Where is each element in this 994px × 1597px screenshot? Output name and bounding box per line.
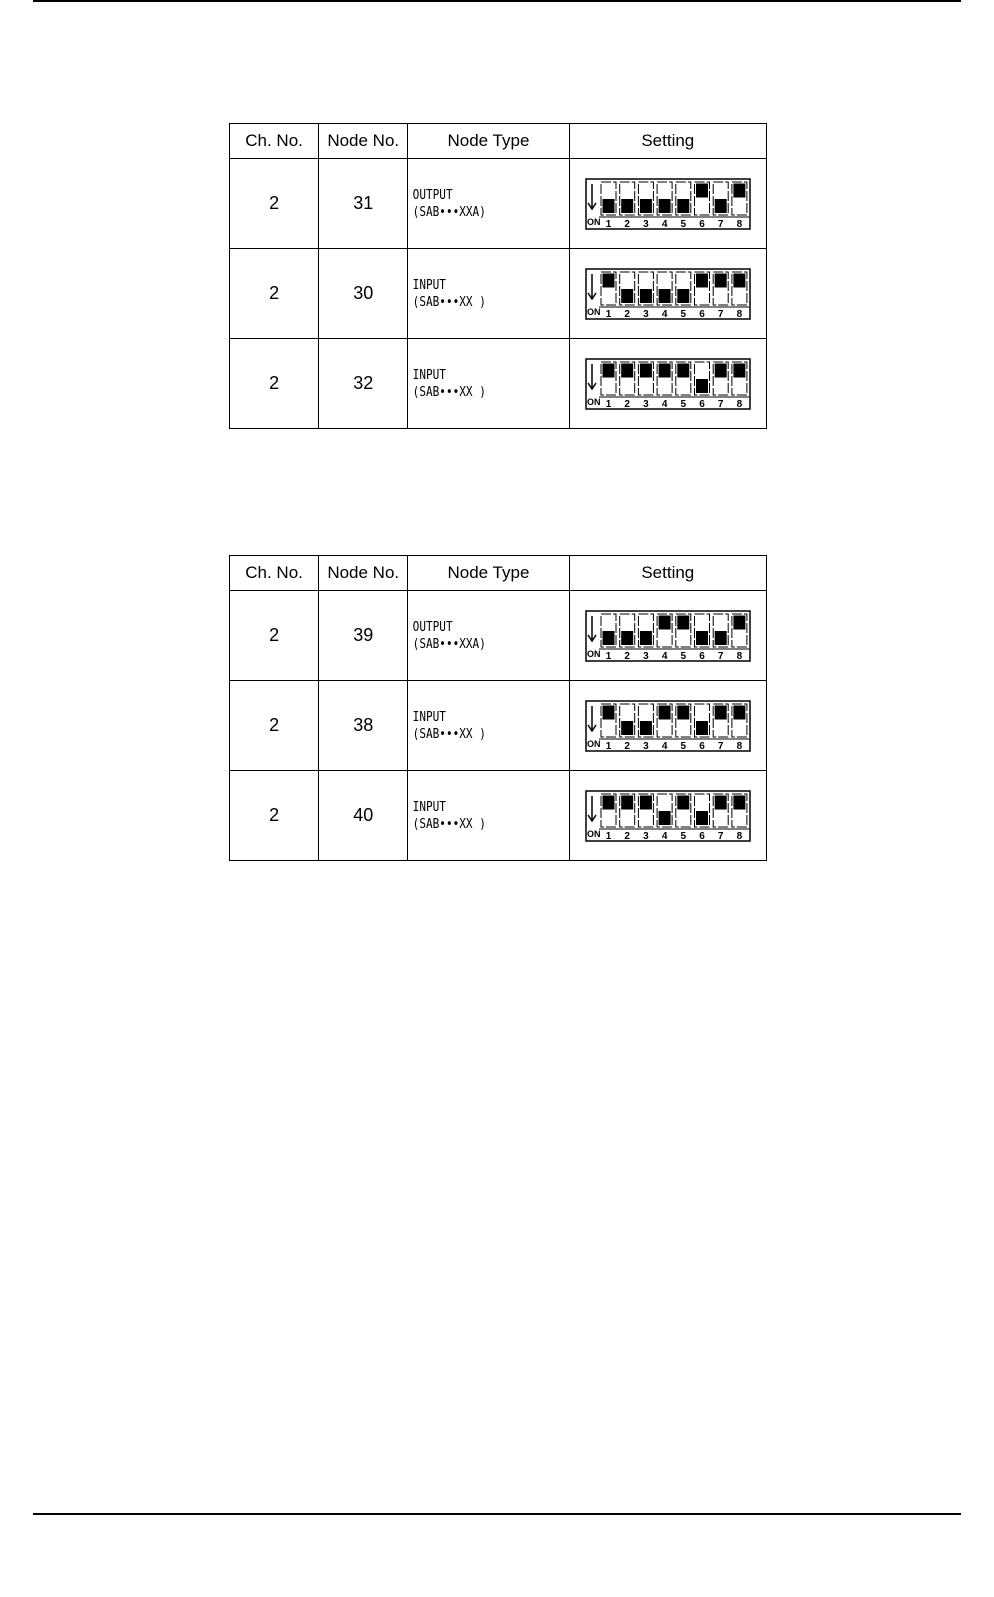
dip-position-label: 7 <box>717 650 724 662</box>
dip-position-label: 8 <box>736 218 742 230</box>
dip-position-label: 6 <box>699 398 705 410</box>
node-type-name: INPUT <box>412 709 446 725</box>
dip-knob <box>602 273 614 287</box>
footer-rule <box>33 1513 961 1515</box>
dip-knob <box>677 363 689 377</box>
table-row <box>230 591 767 681</box>
dip-position-label: 4 <box>661 308 668 320</box>
dip-position-label: 2 <box>624 218 630 230</box>
dip-on-label: ON <box>586 396 601 407</box>
dip-knob <box>658 705 670 719</box>
header-setting: Setting <box>569 124 766 159</box>
dip-knob <box>658 199 670 213</box>
dip-position-label: 7 <box>717 218 724 230</box>
dip-position-label: 1 <box>605 830 612 842</box>
node-setting-table-2 <box>229 555 767 861</box>
dip-switch <box>585 609 751 663</box>
dip-knob <box>658 615 670 629</box>
dip-position-label: 4 <box>661 740 668 752</box>
dip-knob <box>602 795 614 809</box>
dip-position-label: 1 <box>605 308 612 320</box>
dip-knob <box>602 199 614 213</box>
dip-knob <box>714 199 726 213</box>
header-rule <box>33 0 961 2</box>
dip-position-label: 5 <box>680 308 686 320</box>
dip-position-label: 8 <box>736 740 742 752</box>
dip-knob <box>621 795 633 809</box>
dip-knob <box>714 363 726 377</box>
dip-position-label: 2 <box>624 830 630 842</box>
dip-position-label: 4 <box>661 650 668 662</box>
ch-no-cell: 2 <box>230 339 319 429</box>
dip-knob <box>733 363 745 377</box>
node-no-cell: 31 <box>319 159 408 249</box>
dip-position-label: 2 <box>624 308 630 320</box>
dip-knob <box>733 273 745 287</box>
node-type-model: (SAB•••XX ) <box>412 294 486 310</box>
dip-knob <box>658 363 670 377</box>
dip-position-label: 1 <box>605 398 612 410</box>
node-type-cell <box>408 339 545 429</box>
dip-knob <box>714 631 726 645</box>
dip-on-label: ON <box>586 306 601 317</box>
dip-position-label: 6 <box>699 830 705 842</box>
dip-knob <box>677 199 689 213</box>
dip-knob <box>696 811 708 825</box>
node-type-name: INPUT <box>412 799 446 815</box>
dip-knob <box>677 615 689 629</box>
node-type-cell <box>408 771 545 861</box>
dip-position-label: 2 <box>624 650 630 662</box>
node-type-model: (SAB•••XX ) <box>412 816 486 832</box>
dip-knob <box>621 721 633 735</box>
dip-position-label: 2 <box>624 740 630 752</box>
node-no-cell: 32 <box>319 339 408 429</box>
dip-position-label: 3 <box>642 308 649 320</box>
dip-knob <box>696 631 708 645</box>
node-type-name: INPUT <box>412 367 446 383</box>
ch-no-cell: 2 <box>230 771 319 861</box>
dip-knob <box>696 379 708 393</box>
dip-position-label: 5 <box>680 218 686 230</box>
dip-knob <box>696 721 708 735</box>
dip-position-label: 3 <box>642 218 649 230</box>
dip-knob <box>640 363 652 377</box>
dip-position-label: 4 <box>661 218 668 230</box>
dip-position-label: 7 <box>717 830 724 842</box>
setting-cell <box>569 249 766 339</box>
dip-position-label: 2 <box>624 398 630 410</box>
dip-on-label: ON <box>586 648 601 659</box>
setting-cell <box>569 159 766 249</box>
dip-switch <box>585 357 751 411</box>
node-type-model: (SAB•••XXA) <box>412 636 486 652</box>
table-row <box>230 249 767 339</box>
dip-position-label: 5 <box>680 740 686 752</box>
dip-knob <box>602 363 614 377</box>
node-type-cell <box>408 249 545 339</box>
table-row <box>230 681 767 771</box>
header-ch-no: Ch. No. <box>230 556 319 591</box>
node-no-cell: 39 <box>319 591 408 681</box>
dip-switch <box>585 267 751 321</box>
node-no-cell: 38 <box>319 681 408 771</box>
setting-cell <box>569 339 766 429</box>
dip-knob <box>733 183 745 197</box>
node-type-cell <box>408 159 545 249</box>
table-row <box>230 339 767 429</box>
setting-cell <box>569 771 766 861</box>
dip-position-label: 8 <box>736 308 742 320</box>
dip-knob <box>677 289 689 303</box>
dip-position-label: 1 <box>605 740 612 752</box>
setting-cell <box>569 591 766 681</box>
node-type-name: INPUT <box>412 277 446 293</box>
header-setting: Setting <box>569 556 766 591</box>
dip-position-label: 1 <box>605 650 612 662</box>
dip-knob <box>621 363 633 377</box>
dip-position-label: 5 <box>680 830 686 842</box>
dip-position-label: 3 <box>642 398 649 410</box>
dip-position-label: 6 <box>699 308 705 320</box>
dip-position-label: 4 <box>661 398 668 410</box>
ch-no-cell: 2 <box>230 681 319 771</box>
node-type-name: OUTPUT <box>412 619 453 635</box>
dip-position-label: 3 <box>642 650 649 662</box>
node-setting-table-1 <box>229 123 767 429</box>
header-node-no: Node No. <box>319 556 408 591</box>
dip-knob <box>621 199 633 213</box>
dip-on-label: ON <box>586 738 601 749</box>
dip-position-label: 1 <box>605 218 612 230</box>
header-node-type: Node Type <box>408 556 569 591</box>
dip-position-label: 7 <box>717 398 724 410</box>
dip-knob <box>714 705 726 719</box>
dip-position-label: 4 <box>661 830 668 842</box>
table-row <box>230 159 767 249</box>
dip-knob <box>714 273 726 287</box>
dip-knob <box>658 289 670 303</box>
dip-knob <box>640 721 652 735</box>
dip-knob <box>640 631 652 645</box>
dip-switch <box>585 789 751 843</box>
header-node-no: Node No. <box>319 124 408 159</box>
dip-knob <box>640 199 652 213</box>
node-no-cell: 40 <box>319 771 408 861</box>
node-type-model: (SAB•••XX ) <box>412 726 486 742</box>
dip-knob <box>640 795 652 809</box>
dip-position-label: 6 <box>699 740 705 752</box>
dip-position-label: 3 <box>642 830 649 842</box>
dip-knob <box>696 183 708 197</box>
node-type-model: (SAB•••XXA) <box>412 204 486 220</box>
dip-knob <box>714 795 726 809</box>
ch-no-cell: 2 <box>230 159 319 249</box>
dip-knob <box>602 631 614 645</box>
node-type-cell <box>408 681 545 771</box>
dip-knob <box>733 615 745 629</box>
dip-knob <box>658 811 670 825</box>
ch-no-cell: 2 <box>230 249 319 339</box>
setting-cell <box>569 681 766 771</box>
dip-position-label: 8 <box>736 650 742 662</box>
dip-position-label: 8 <box>736 398 742 410</box>
dip-switch <box>585 699 751 753</box>
ch-no-cell: 2 <box>230 591 319 681</box>
dip-knob <box>621 631 633 645</box>
dip-knob <box>621 289 633 303</box>
dip-position-label: 3 <box>642 740 649 752</box>
header-node-type: Node Type <box>408 124 569 159</box>
node-type-cell <box>408 591 545 681</box>
table-row <box>230 771 767 861</box>
node-no-cell: 30 <box>319 249 408 339</box>
node-type-name: OUTPUT <box>412 187 453 203</box>
dip-knob <box>677 705 689 719</box>
table-header-row <box>230 556 767 591</box>
table-header-row <box>230 124 767 159</box>
dip-knob <box>640 289 652 303</box>
dip-switch <box>585 177 751 231</box>
header-ch-no: Ch. No. <box>230 124 319 159</box>
dip-on-label: ON <box>586 216 601 227</box>
dip-knob <box>733 705 745 719</box>
dip-position-label: 8 <box>736 830 742 842</box>
dip-knob <box>696 273 708 287</box>
dip-position-label: 5 <box>680 650 686 662</box>
dip-knob <box>677 795 689 809</box>
node-type-model: (SAB•••XX ) <box>412 384 486 400</box>
dip-knob <box>733 795 745 809</box>
dip-knob <box>602 705 614 719</box>
dip-position-label: 5 <box>680 398 686 410</box>
dip-on-label: ON <box>586 828 601 839</box>
dip-position-label: 6 <box>699 218 705 230</box>
dip-position-label: 6 <box>699 650 705 662</box>
dip-position-label: 7 <box>717 308 724 320</box>
dip-position-label: 7 <box>717 740 724 752</box>
